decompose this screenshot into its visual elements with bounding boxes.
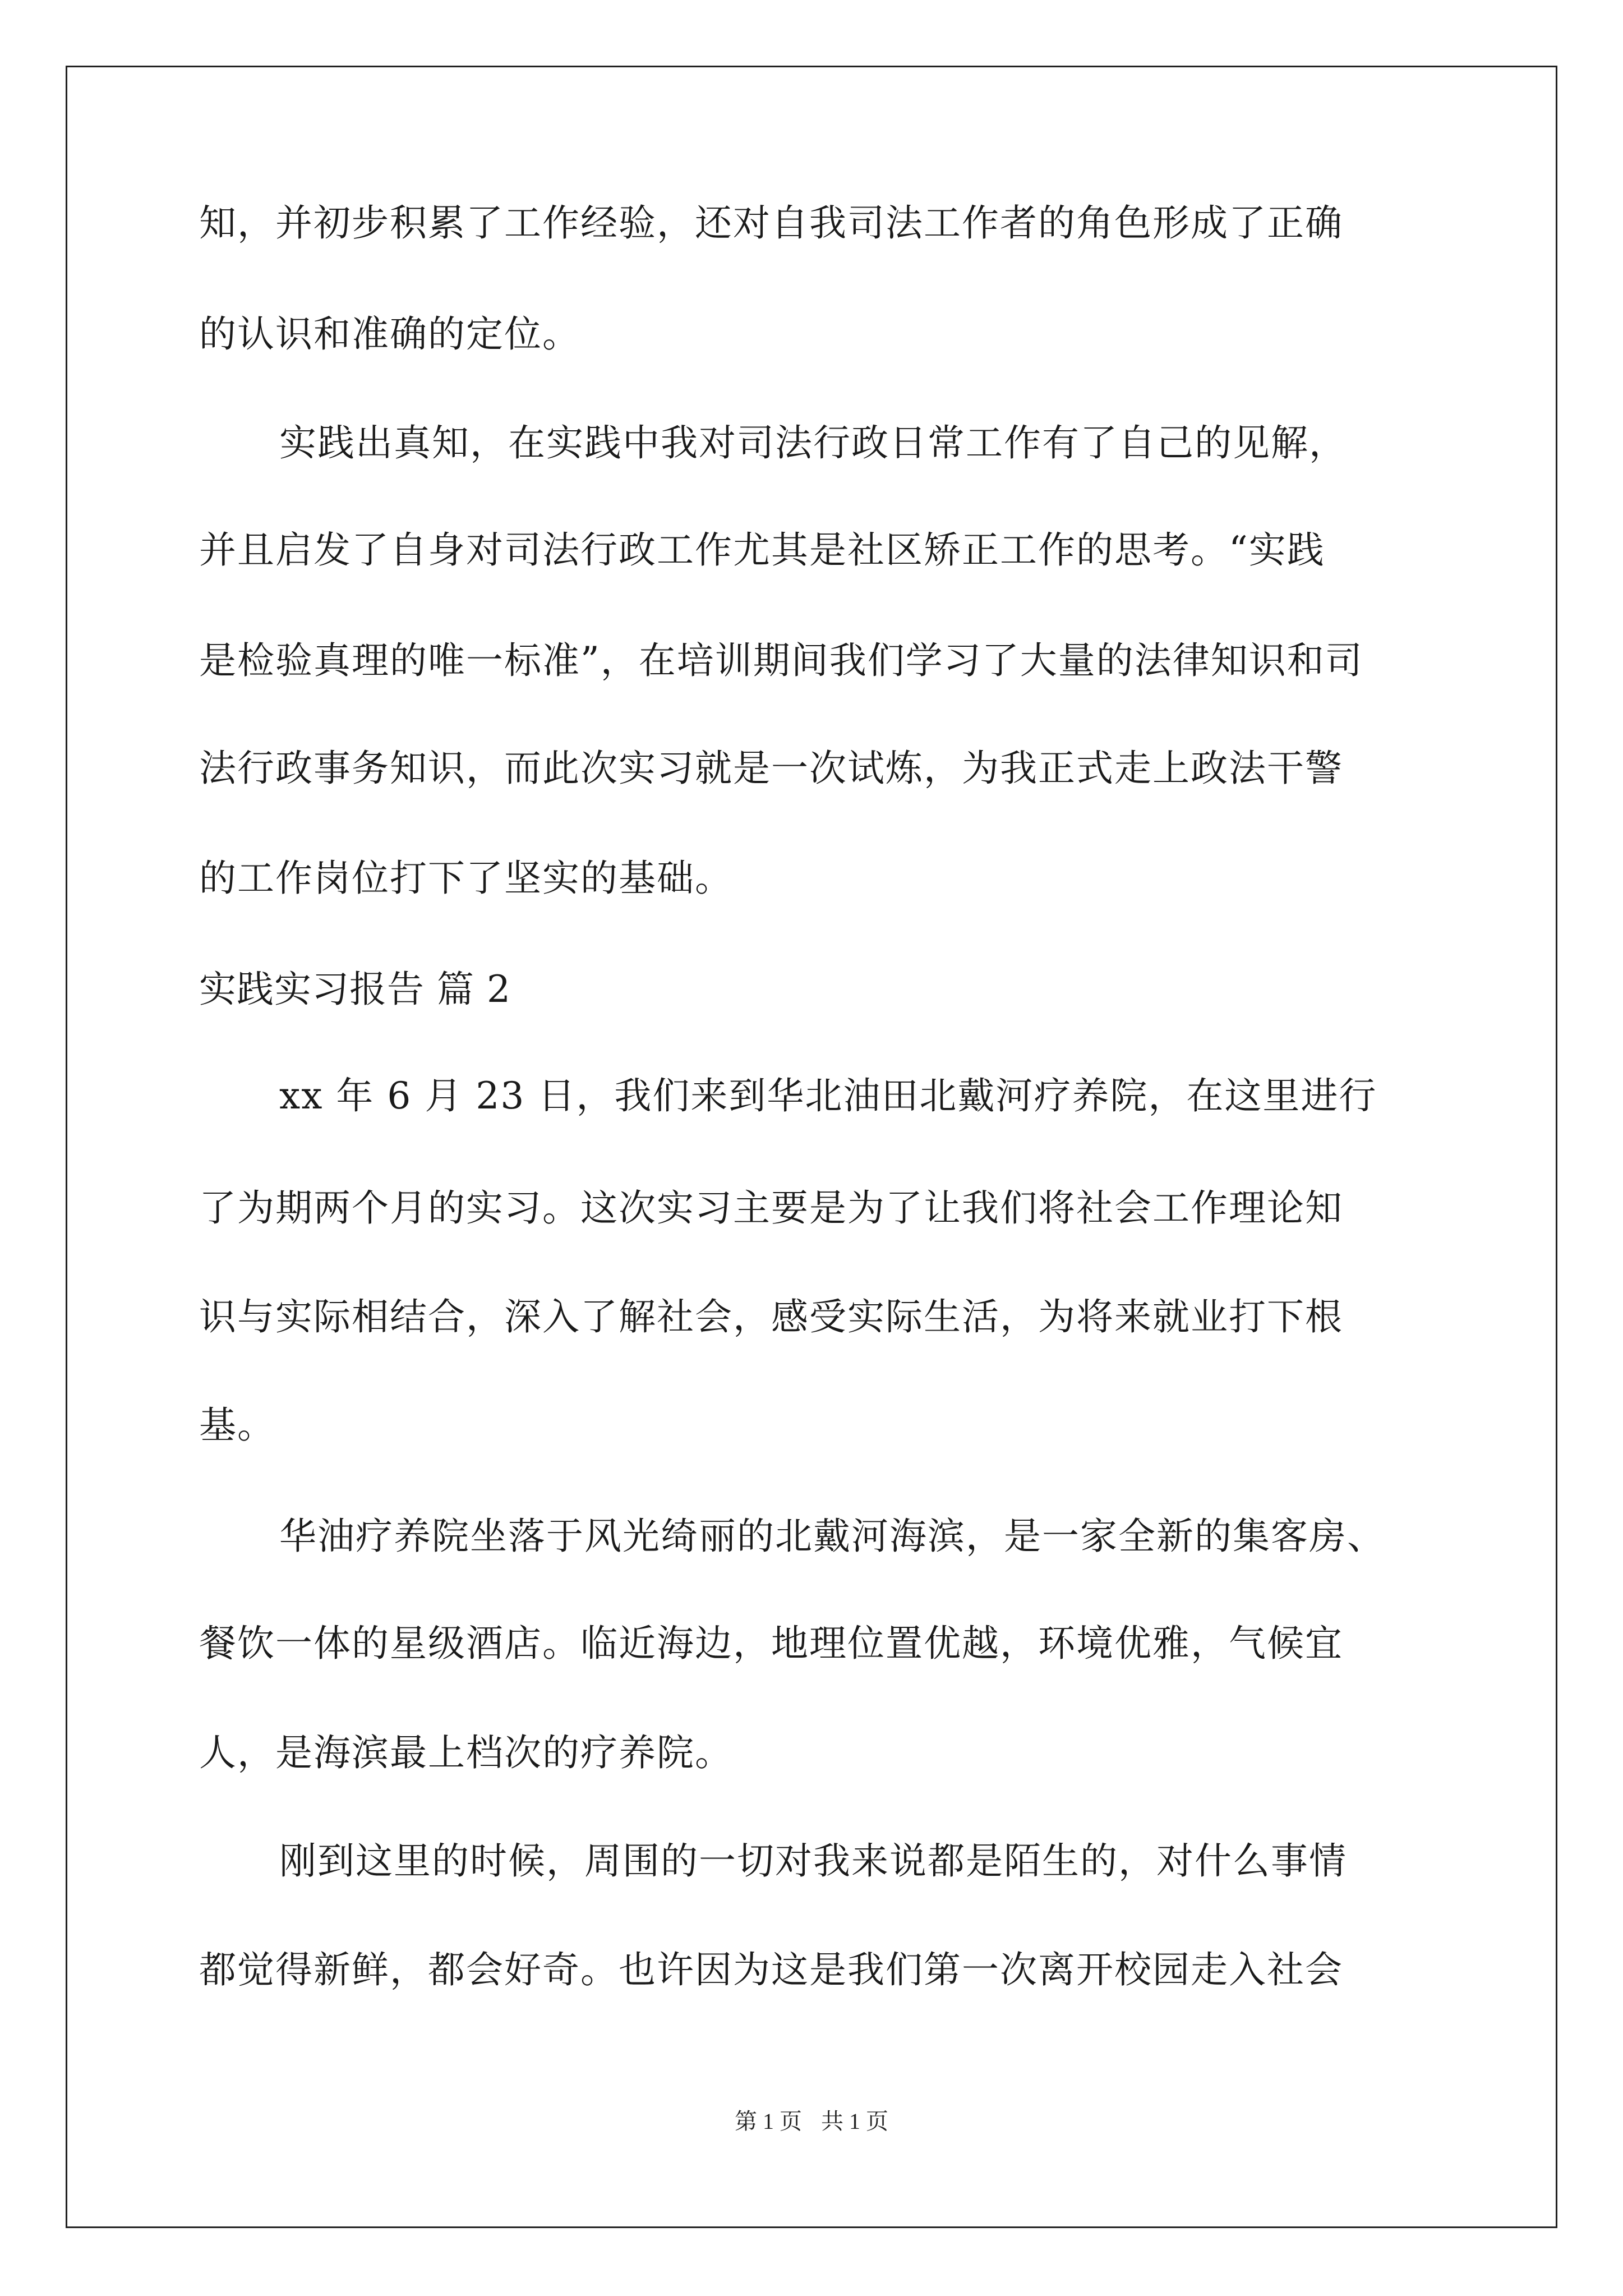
text-line: 都觉得新鲜，都会好奇。也许因为这是我们第一次离开校园走入社会	[199, 1948, 1343, 1991]
paragraph-start: 华油疗养院坐落于风光绮丽的北戴河海滨，是一家全新的集客房、	[279, 1515, 1385, 1558]
page-frame	[66, 66, 1557, 2228]
page-total: 共 1 页	[821, 2109, 888, 2134]
text-line: 人，是海滨最上档次的疗养院。	[199, 1731, 733, 1774]
text-line: 了为期两个月的实习。这次实习主要是为了让我们将社会工作理论知	[199, 1186, 1343, 1230]
page-footer	[0, 2108, 1623, 2135]
paragraph-start: 实践出真知，在实践中我对司法行政日常工作有了自己的见解，	[279, 421, 1347, 464]
text-line: 法行政事务知识，而此次实习就是一次试炼，为我正式走上政法干警	[199, 747, 1343, 790]
text-line: 的认识和准确的定位。	[199, 312, 580, 356]
text-line: 并且启发了自身对司法行政工作尤其是社区矫正工作的思考。“实践	[199, 528, 1325, 572]
text-line: 基。	[199, 1404, 275, 1447]
section-heading: 实践实习报告 篇 2	[199, 968, 511, 1011]
text-line: 是检验真理的唯一标准”，在培训期间我们学习了大量的法律知识和司	[199, 639, 1363, 682]
text-line: 的工作岗位打下了坚实的基础。	[199, 857, 733, 900]
paragraph-start: xx 年 6 月 23 日，我们来到华北油田北戴河疗养院，在这里进行	[279, 1074, 1377, 1117]
text-line: 识与实际相结合，深入了解社会，感受实际生活，为将来就业打下根	[199, 1295, 1343, 1338]
text-line: 知，并初步积累了工作经验，还对自我司法工作者的角色形成了正确	[199, 201, 1343, 245]
text-line: 餐饮一体的星级酒店。临近海边，地理位置优越，环境优雅，气候宜	[199, 1622, 1343, 1665]
paragraph-start: 刚到这里的时候，周围的一切对我来说都是陌生的，对什么事情	[279, 1839, 1347, 1883]
page-number: 第 1 页	[735, 2109, 802, 2134]
